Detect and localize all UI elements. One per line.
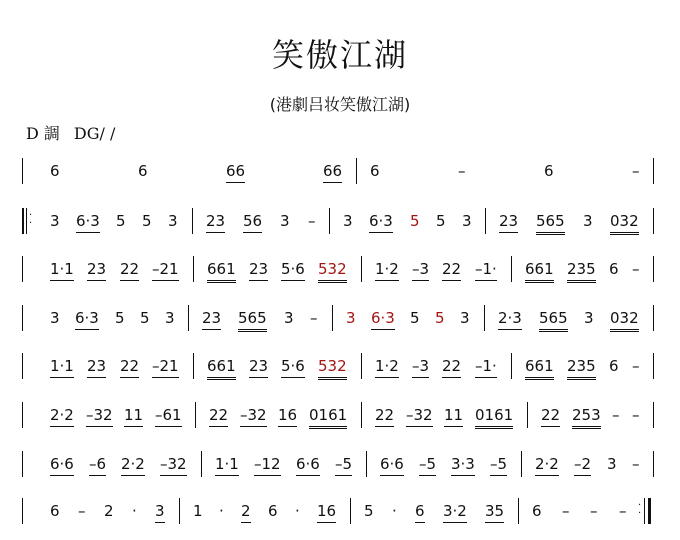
note: –1·: [475, 258, 497, 281]
repeat-end-barline: · ·: [638, 498, 652, 524]
note: –: [612, 406, 620, 424]
note: 23: [206, 210, 225, 233]
note: 6·6: [296, 453, 320, 476]
barline: [22, 402, 23, 428]
note: 3·2: [443, 500, 467, 523]
note: 3: [460, 309, 470, 327]
score-row: [22, 404, 654, 430]
note: 22: [120, 258, 139, 281]
barline: [188, 305, 189, 331]
barline: [22, 498, 23, 524]
score-row: [22, 258, 654, 284]
note: –12: [254, 453, 281, 476]
note: –32: [240, 404, 267, 427]
note: 235: [567, 258, 596, 283]
note: –32: [160, 453, 187, 476]
barline: [22, 158, 23, 184]
note: 23: [499, 210, 518, 233]
note: 56: [243, 210, 262, 233]
note: 2·3: [498, 307, 522, 330]
note: 235: [567, 355, 596, 380]
note: 11: [124, 404, 143, 427]
note: –3: [412, 258, 429, 281]
song-title: 笑傲江湖: [271, 36, 408, 74]
note: 6·3: [371, 307, 395, 330]
note: 5: [410, 212, 420, 230]
note: 3: [584, 309, 594, 327]
note: 6·3: [369, 210, 393, 233]
note: 11: [444, 404, 463, 427]
note: ·: [392, 502, 397, 520]
note: 6·6: [380, 453, 404, 476]
note: 661: [207, 355, 236, 380]
note: 22: [375, 404, 394, 427]
note: 3: [280, 212, 290, 230]
note: –: [632, 455, 640, 473]
note: 23: [87, 258, 106, 281]
barline: [653, 208, 654, 234]
note: –: [310, 309, 318, 327]
barline: [366, 451, 367, 477]
note: ·: [295, 502, 300, 520]
note: 6: [609, 357, 619, 375]
score-row: [22, 355, 654, 381]
note: 1·1: [215, 453, 239, 476]
note: 2: [241, 500, 251, 523]
note: 5: [142, 212, 152, 230]
note: 5·6: [281, 355, 305, 378]
note: –21: [152, 258, 179, 281]
note: 5: [140, 309, 150, 327]
barline: [653, 451, 654, 477]
note: 6·3: [76, 210, 100, 233]
note: 2·2: [121, 453, 145, 476]
note: –: [632, 406, 640, 424]
barline: [485, 208, 486, 234]
note: –1·: [475, 355, 497, 378]
note: –: [632, 260, 640, 278]
note: 1·2: [375, 258, 399, 281]
note: 532: [318, 355, 347, 380]
note: 032: [610, 210, 639, 235]
barline: [201, 451, 202, 477]
note: 661: [525, 258, 554, 283]
note: 6: [415, 500, 425, 523]
barline: [22, 305, 23, 331]
note: –: [308, 212, 316, 230]
note: 5: [410, 309, 420, 327]
note: –: [619, 502, 627, 520]
note: –: [78, 502, 86, 520]
note: –32: [86, 404, 113, 427]
barline: [361, 256, 362, 282]
note: 253: [572, 404, 601, 429]
note: 661: [207, 258, 236, 283]
note: 22: [209, 404, 228, 427]
note: 565: [539, 307, 568, 332]
key-label: D 調: [26, 124, 60, 143]
barline: [22, 353, 23, 379]
note: 23: [202, 307, 221, 330]
note: 1: [193, 502, 203, 520]
note: –: [590, 502, 598, 520]
note: 6·3: [75, 307, 99, 330]
note: 35: [485, 500, 504, 523]
note: 3: [284, 309, 294, 327]
note: 2·2: [50, 404, 74, 427]
barline: [653, 353, 654, 379]
note: 6: [268, 502, 278, 520]
note: –: [632, 162, 640, 180]
note: 3: [583, 212, 593, 230]
note: 16: [317, 500, 336, 523]
score-row: [22, 500, 654, 526]
barline: [195, 402, 196, 428]
note: 032: [610, 307, 639, 332]
note: 6: [370, 162, 380, 180]
note: 3: [462, 212, 472, 230]
note: 1·1: [50, 258, 74, 281]
note: 3: [168, 212, 178, 230]
note: 3: [343, 212, 353, 230]
note: 6: [50, 162, 60, 180]
song-subtitle: (港劇吕妆笑傲江湖): [269, 95, 411, 114]
note: 22: [442, 355, 461, 378]
note: 661: [525, 355, 554, 380]
barline: [22, 256, 23, 282]
note: –5: [490, 453, 507, 476]
score-row: [22, 160, 654, 186]
note: –5: [335, 453, 352, 476]
barline: [484, 305, 485, 331]
note: ·: [219, 502, 224, 520]
note: –2: [574, 453, 591, 476]
note: 22: [541, 404, 560, 427]
barline: [329, 208, 330, 234]
note: 1·1: [50, 355, 74, 378]
repeat-start-barline: · ·: [22, 208, 32, 234]
barline: [332, 305, 333, 331]
note: 5·6: [281, 258, 305, 281]
note: –21: [152, 355, 179, 378]
note: 16: [278, 404, 297, 427]
note: –: [458, 162, 466, 180]
barline: [22, 451, 23, 477]
note: 3: [50, 309, 60, 327]
note: 3: [165, 309, 175, 327]
score-row: [22, 453, 654, 479]
barline: [527, 402, 528, 428]
barline: [653, 158, 654, 184]
note: 532: [318, 258, 347, 283]
barline: [179, 498, 180, 524]
note: 5: [435, 309, 445, 327]
note: 66: [226, 160, 245, 183]
note: 3: [155, 500, 165, 523]
note: 2·2: [535, 453, 559, 476]
note: 565: [238, 307, 267, 332]
note: 6: [532, 502, 542, 520]
note: 5: [364, 502, 374, 520]
barline: [361, 353, 362, 379]
note: 22: [442, 258, 461, 281]
note: 3: [607, 455, 617, 473]
barline: [350, 498, 351, 524]
note: 23: [249, 258, 268, 281]
note: ·: [132, 502, 137, 520]
score-row: [22, 307, 654, 333]
barline: [361, 402, 362, 428]
note: –6: [89, 453, 106, 476]
note: –3: [412, 355, 429, 378]
note: 22: [120, 355, 139, 378]
note: 23: [249, 355, 268, 378]
barline: [193, 256, 194, 282]
note: 6: [138, 162, 148, 180]
key-signature: [26, 121, 115, 144]
note: 66: [323, 160, 342, 183]
barline: [356, 158, 357, 184]
note: 6: [609, 260, 619, 278]
note: 0161: [475, 404, 513, 429]
barline: [653, 256, 654, 282]
note: 3·3: [451, 453, 475, 476]
time-signature: DG/ /: [73, 124, 116, 143]
note: –61: [155, 404, 182, 427]
barline: [653, 305, 654, 331]
note: –5: [419, 453, 436, 476]
note: 3: [50, 212, 60, 230]
note: 1·2: [375, 355, 399, 378]
barline: [518, 498, 519, 524]
note: –32: [406, 404, 433, 427]
note: 6: [50, 502, 60, 520]
note: 565: [536, 210, 565, 235]
note: 6·6: [50, 453, 74, 476]
note: 5: [115, 309, 125, 327]
note: 5: [436, 212, 446, 230]
barline: [511, 256, 512, 282]
note: 23: [87, 355, 106, 378]
barline: [521, 451, 522, 477]
barline: [192, 208, 193, 234]
note: 5: [116, 212, 126, 230]
barline: [653, 402, 654, 428]
barline: [511, 353, 512, 379]
note: –: [632, 357, 640, 375]
note: 3: [346, 309, 356, 327]
note: 6: [544, 162, 554, 180]
note: –: [562, 502, 570, 520]
score-row: [22, 210, 654, 236]
barline: [193, 353, 194, 379]
note: 2: [104, 502, 114, 520]
note: 0161: [309, 404, 347, 429]
